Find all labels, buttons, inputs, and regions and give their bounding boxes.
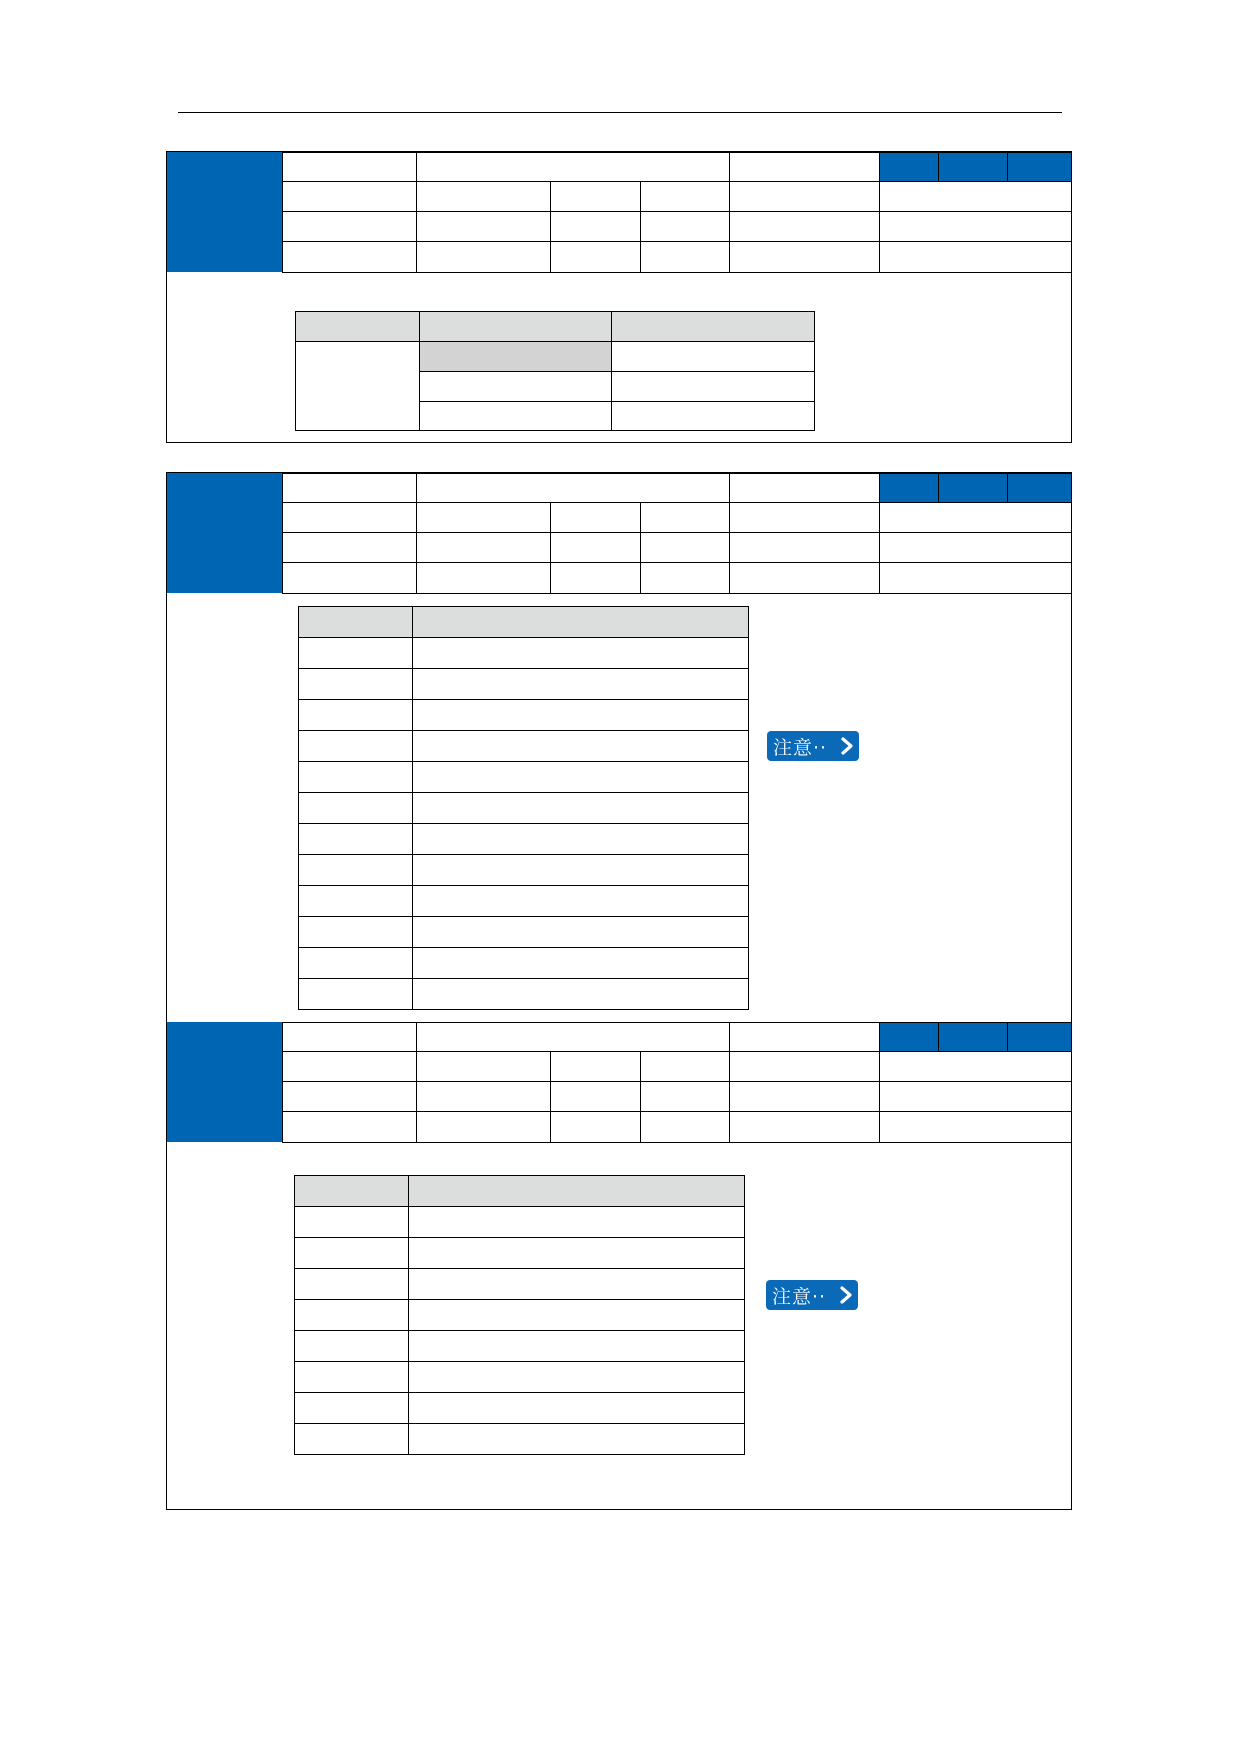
chevron-right-icon (838, 736, 856, 756)
header-rule (178, 112, 1062, 113)
attr-flag-cell (1007, 1022, 1072, 1052)
attr-flag-cell (1007, 152, 1072, 182)
spec-label-cell (282, 502, 417, 533)
table-cell-highlighted (420, 342, 612, 372)
table-row (299, 793, 749, 824)
attr-flag-cell (938, 152, 1008, 182)
setting-description-table (295, 311, 815, 431)
table-cell (299, 638, 413, 669)
table-cell (409, 1362, 745, 1393)
table-cell (413, 669, 749, 700)
attr-flag-cell (879, 152, 939, 182)
setting-value-table (294, 1175, 745, 1455)
chevron-right-icon (837, 1285, 855, 1305)
table-cell (299, 886, 413, 917)
table-row (299, 824, 749, 855)
attr-flag-cell (879, 473, 939, 503)
table-row (299, 886, 749, 917)
table-cell (409, 1207, 745, 1238)
spec-value-cell (550, 181, 641, 212)
table-cell (295, 1300, 409, 1331)
parameter-block-2 (166, 472, 1072, 1510)
table-header-cell (420, 312, 612, 342)
table-cell (295, 1393, 409, 1424)
spec-value-cell (416, 181, 551, 212)
table-cell (612, 402, 815, 431)
spec-value-cell (416, 532, 551, 563)
table-row (299, 669, 749, 700)
table-row (299, 700, 749, 731)
spec-value-cell (640, 1081, 730, 1112)
table-cell (299, 855, 413, 886)
spec-value-cell (416, 1051, 551, 1082)
table-row (295, 1207, 745, 1238)
spec-value-cell (416, 241, 551, 273)
spec-value-cell (879, 181, 1072, 212)
table-cell (413, 979, 749, 1010)
spec-value-cell (879, 1081, 1072, 1112)
spec-value-cell (416, 502, 551, 533)
spec-value-cell (879, 211, 1072, 242)
table-cell (299, 762, 413, 793)
spec-value-cell (640, 562, 730, 594)
spec-label-cell (282, 211, 417, 242)
caution-note-badge (767, 731, 859, 761)
table-cell (413, 855, 749, 886)
spec-value-cell (416, 211, 551, 242)
table-header-cell (295, 1176, 409, 1207)
table-cell (296, 342, 420, 431)
parameter-id-panel (167, 152, 283, 272)
attr-flag-cell (938, 1022, 1008, 1052)
table-row (295, 1331, 745, 1362)
caution-note-badge (766, 1280, 858, 1310)
spec-value-cell (879, 502, 1072, 533)
table-cell (413, 638, 749, 669)
table-row (299, 638, 749, 669)
table-cell (413, 700, 749, 731)
spec-value-cell (640, 1111, 730, 1143)
table-cell (413, 731, 749, 762)
spec-value-cell (640, 502, 730, 533)
param-attr-label-cell (729, 152, 880, 182)
table-cell (299, 948, 413, 979)
param-name-value-cell (416, 1022, 730, 1052)
table-cell (299, 917, 413, 948)
param-name-value-cell (416, 152, 730, 182)
table-cell (409, 1331, 745, 1362)
spec-value-cell (550, 502, 641, 533)
spec-value-cell (879, 241, 1072, 273)
spec-label-cell (729, 1111, 880, 1143)
table-header-cell (296, 312, 420, 342)
table-row (295, 1238, 745, 1269)
attr-flag-cell (1007, 473, 1072, 503)
table-cell (295, 1207, 409, 1238)
table-cell (409, 1424, 745, 1455)
spec-value-cell (550, 532, 641, 563)
attr-flag-cell (938, 473, 1008, 503)
param-name-label-cell (282, 473, 417, 503)
param-attr-label-cell (729, 473, 880, 503)
table-header-cell (299, 607, 413, 638)
spec-label-cell (282, 1081, 417, 1112)
param-name-label-cell (282, 1022, 417, 1052)
spec-value-cell (879, 1111, 1072, 1143)
param-attr-label-cell (729, 1022, 880, 1052)
table-row (295, 1393, 745, 1424)
table-cell (299, 669, 413, 700)
param-name-value-cell (416, 473, 730, 503)
table-cell (612, 342, 815, 372)
table-row (299, 762, 749, 793)
table-cell (413, 824, 749, 855)
spec-value-cell (640, 181, 730, 212)
spec-value-cell (879, 1051, 1072, 1082)
table-row (299, 948, 749, 979)
spec-value-cell (550, 211, 641, 242)
table-row (299, 917, 749, 948)
table-cell (295, 1362, 409, 1393)
table-header-row (299, 607, 749, 638)
spec-value-cell (550, 1051, 641, 1082)
table-header-cell (413, 607, 749, 638)
spec-value-cell (640, 241, 730, 273)
spec-label-cell (729, 532, 880, 563)
table-row (299, 855, 749, 886)
spec-value-cell (416, 1081, 551, 1112)
table-cell (295, 1424, 409, 1455)
spec-value-cell (879, 562, 1072, 594)
table-cell (413, 793, 749, 824)
spec-label-cell (282, 532, 417, 563)
caution-note-label: 注意·· (773, 736, 828, 759)
spec-label-cell (729, 502, 880, 533)
spec-value-cell (416, 1111, 551, 1143)
table-header-cell (409, 1176, 745, 1207)
spec-value-cell (550, 241, 641, 273)
table-row (299, 979, 749, 1010)
spec-value-cell (640, 211, 730, 242)
table-cell (295, 1238, 409, 1269)
spec-label-cell (729, 1051, 880, 1082)
spec-label-cell (729, 1081, 880, 1112)
spec-label-cell (282, 1111, 417, 1143)
table-cell (420, 402, 612, 431)
parameter-id-panel (167, 473, 283, 593)
table-header-row (295, 1176, 745, 1207)
table-cell (295, 1331, 409, 1362)
spec-label-cell (729, 181, 880, 212)
spec-label-cell (282, 562, 417, 594)
table-cell (299, 793, 413, 824)
table-cell (295, 1269, 409, 1300)
spec-value-cell (640, 1051, 730, 1082)
spec-label-cell (729, 211, 880, 242)
table-row (295, 1269, 745, 1300)
table-cell (299, 979, 413, 1010)
table-row (295, 1300, 745, 1331)
table-cell (413, 948, 749, 979)
spec-value-cell (416, 562, 551, 594)
spec-label-cell (282, 181, 417, 212)
spec-label-cell (729, 241, 880, 273)
spec-value-cell (879, 532, 1072, 563)
table-cell (299, 700, 413, 731)
table-cell (299, 824, 413, 855)
spec-value-cell (550, 1081, 641, 1112)
table-cell (612, 372, 815, 402)
table-cell (413, 762, 749, 793)
table-cell (420, 372, 612, 402)
table-row (295, 1362, 745, 1393)
param-name-label-cell (282, 152, 417, 182)
table-header-row (296, 312, 815, 342)
parameter-block-1 (166, 151, 1072, 443)
table-cell (413, 917, 749, 948)
table-row (299, 731, 749, 762)
table-cell (409, 1269, 745, 1300)
table-cell (409, 1393, 745, 1424)
table-row (296, 342, 815, 372)
spec-value-cell (550, 562, 641, 594)
table-row (295, 1424, 745, 1455)
table-header-cell (612, 312, 815, 342)
spec-value-cell (640, 532, 730, 563)
spec-label-cell (282, 241, 417, 273)
spec-value-cell (550, 1111, 641, 1143)
table-cell (409, 1238, 745, 1269)
parameter-id-panel (167, 1022, 283, 1142)
attr-flag-cell (879, 1022, 939, 1052)
table-cell (413, 886, 749, 917)
spec-label-cell (729, 562, 880, 594)
table-cell (409, 1300, 745, 1331)
table-cell (299, 731, 413, 762)
caution-note-label: 注意·· (772, 1285, 827, 1308)
setting-value-table (298, 606, 749, 1010)
spec-label-cell (282, 1051, 417, 1082)
